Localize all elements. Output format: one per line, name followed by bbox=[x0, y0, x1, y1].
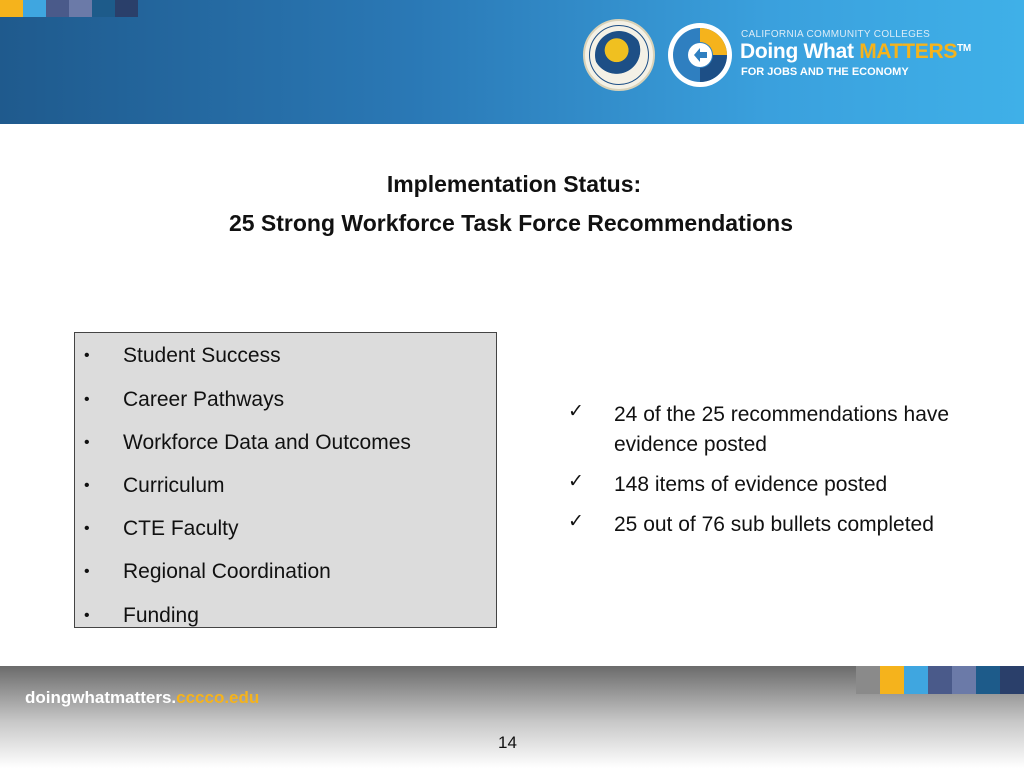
brand-tagline-small: CALIFORNIA COMMUNITY COLLEGES bbox=[741, 29, 931, 40]
focus-areas-box bbox=[74, 332, 497, 628]
focus-area-label: CTE Faculty bbox=[123, 517, 239, 540]
color-square bbox=[952, 666, 976, 694]
color-square bbox=[0, 0, 23, 17]
focus-area-label: Curriculum bbox=[123, 474, 225, 497]
bullet: • bbox=[84, 391, 90, 408]
footer-color-squares bbox=[856, 666, 1024, 694]
header-banner bbox=[0, 0, 1024, 124]
footer-url-accent[interactable]: cccco.edu bbox=[176, 688, 260, 707]
color-square bbox=[69, 0, 92, 17]
focus-area-label: Funding bbox=[123, 604, 199, 627]
bullet: • bbox=[84, 477, 90, 494]
bullet: • bbox=[84, 563, 90, 580]
california-community-colleges-seal-icon bbox=[583, 19, 655, 91]
status-text: 24 of the 25 recommendations have evidence posted bbox=[614, 403, 950, 456]
color-square bbox=[1000, 666, 1024, 694]
checkmark-icon: ✓ bbox=[568, 511, 584, 532]
color-square bbox=[904, 666, 928, 694]
trademark-mark: TM bbox=[957, 43, 971, 54]
status-text: 148 items of evidence posted bbox=[614, 473, 888, 496]
color-square bbox=[115, 0, 138, 17]
color-square bbox=[23, 0, 46, 17]
bullet: • bbox=[84, 520, 90, 537]
bullet: • bbox=[84, 434, 90, 451]
focus-area-label: Student Success bbox=[123, 344, 281, 367]
focus-area-label: Career Pathways bbox=[123, 388, 285, 411]
status-text: 25 out of 76 sub bullets completed bbox=[614, 513, 934, 536]
top-color-squares bbox=[0, 0, 138, 17]
bullet: • bbox=[84, 347, 90, 364]
doing-what-matters-logo-icon bbox=[667, 22, 733, 88]
bullet: • bbox=[84, 607, 90, 624]
color-square bbox=[976, 666, 1000, 694]
brand-subtitle: FOR JOBS AND THE ECONOMY bbox=[741, 66, 909, 78]
footer-url-main[interactable]: doingwhatmatters. bbox=[25, 688, 177, 707]
checkmark-icon: ✓ bbox=[568, 401, 584, 422]
color-square bbox=[46, 0, 69, 17]
color-square bbox=[92, 0, 115, 17]
color-square bbox=[928, 666, 952, 694]
page-number: 14 bbox=[498, 733, 517, 752]
focus-area-label: Regional Coordination bbox=[123, 560, 331, 583]
focus-area-label: Workforce Data and Outcomes bbox=[123, 431, 411, 454]
brand-accent-text: MATTERS bbox=[859, 40, 958, 63]
slide-title-line1: Implementation Status: bbox=[386, 171, 642, 197]
color-square bbox=[856, 666, 880, 694]
footer-url-link[interactable] bbox=[25, 688, 259, 708]
color-square bbox=[880, 666, 904, 694]
brand-title bbox=[740, 40, 971, 64]
brand-main-text: Doing What bbox=[740, 40, 860, 63]
checkmark-icon: ✓ bbox=[568, 471, 584, 492]
slide-title-line2: 25 Strong Workforce Task Force Recommendations bbox=[228, 210, 794, 236]
